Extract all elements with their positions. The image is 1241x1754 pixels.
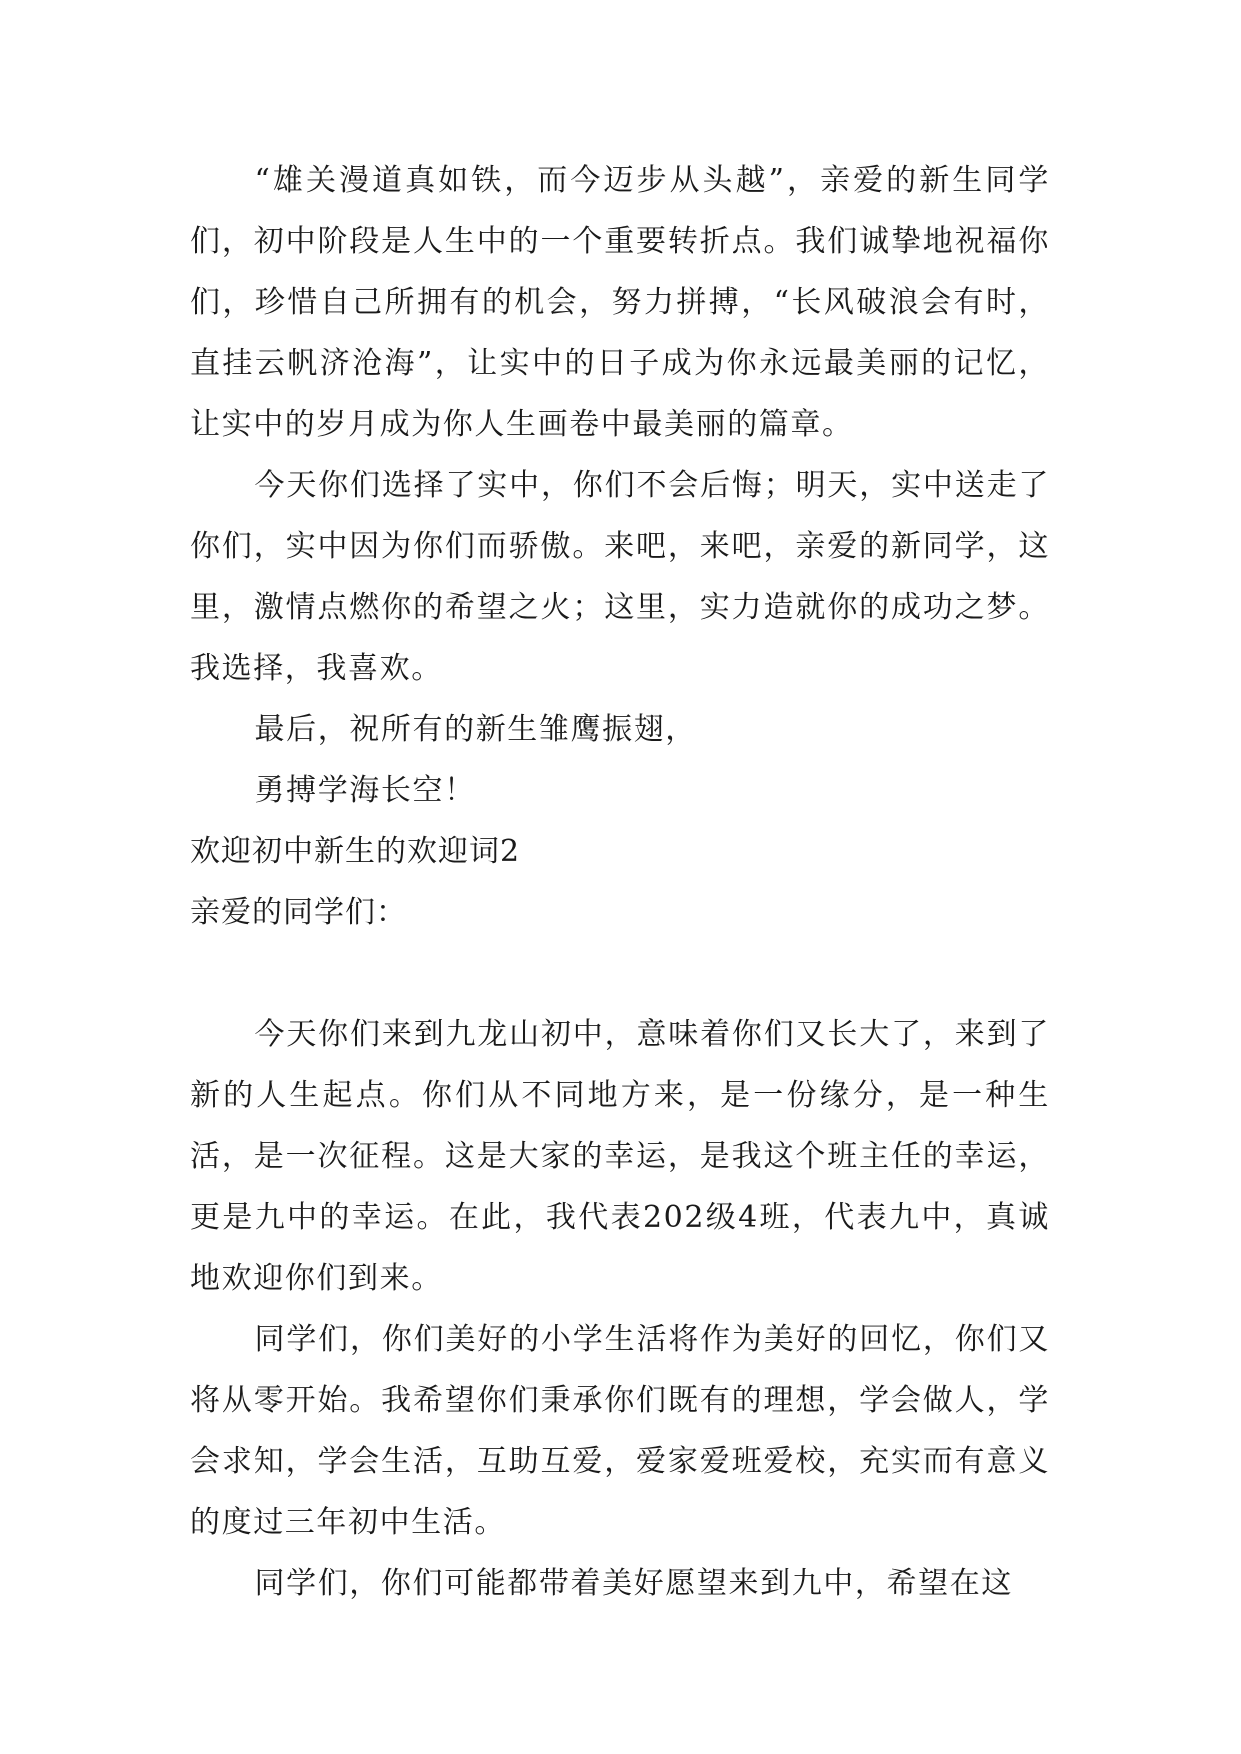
- section-title: 欢迎初中新生的欢迎词2: [190, 834, 521, 869]
- body-paragraph: 同学们，你们美好的小学生活将作为美好的回忆，你们又将从零开始。我希望你们秉承你们既有的理想，学会做人，学会求知，学会生活，互助互爱，爱家爱班爱校，充实而有意义的度过三年初中生活。: [190, 1322, 1050, 1540]
- document-page: [190, 150, 1050, 1614]
- body-paragraph: “雄关漫道真如铁，而今迈步从头越”，亲爱的新生同学们，初中阶段是人生中的一个重要转折点。我们诚挚地祝福你们，珍惜自己所拥有的机会，努力拼搏，“长风破浪会有时，直挂云帆济沧海”，让实中的日子成为你永远最美丽的记忆，让实中的岁月成为你人生画卷中最美丽的篇章。: [190, 163, 1050, 442]
- body-paragraph: 最后，祝所有的新生雏鹰振翅，: [254, 712, 697, 747]
- body-paragraph: 同学们，你们可能都带着美好愿望来到九中，希望在这: [254, 1566, 1013, 1601]
- body-paragraph: 今天你们选择了实中，你们不会后悔；明天，实中送走了你们，实中因为你们而骄傲。来吧，来吧，亲爱的新同学，这里，激情点燃你的希望之火；这里，实力造就你的成功之梦。我选择，我喜欢。: [190, 468, 1050, 686]
- body-paragraph: 今天你们来到九龙山初中，意味着你们又长大了，来到了新的人生起点。你们从不同地方来，是一份缘分，是一种生活，是一次征程。这是大家的幸运，是我这个班主任的幸运，更是九中的幸运。在此，我代表202级4班，代表九中，真诚地欢迎你们到来。: [190, 1017, 1050, 1296]
- salutation: 亲爱的同学们：: [190, 895, 407, 930]
- body-paragraph: 勇搏学海长空！: [254, 773, 476, 808]
- blank-line: [190, 943, 1050, 1004]
